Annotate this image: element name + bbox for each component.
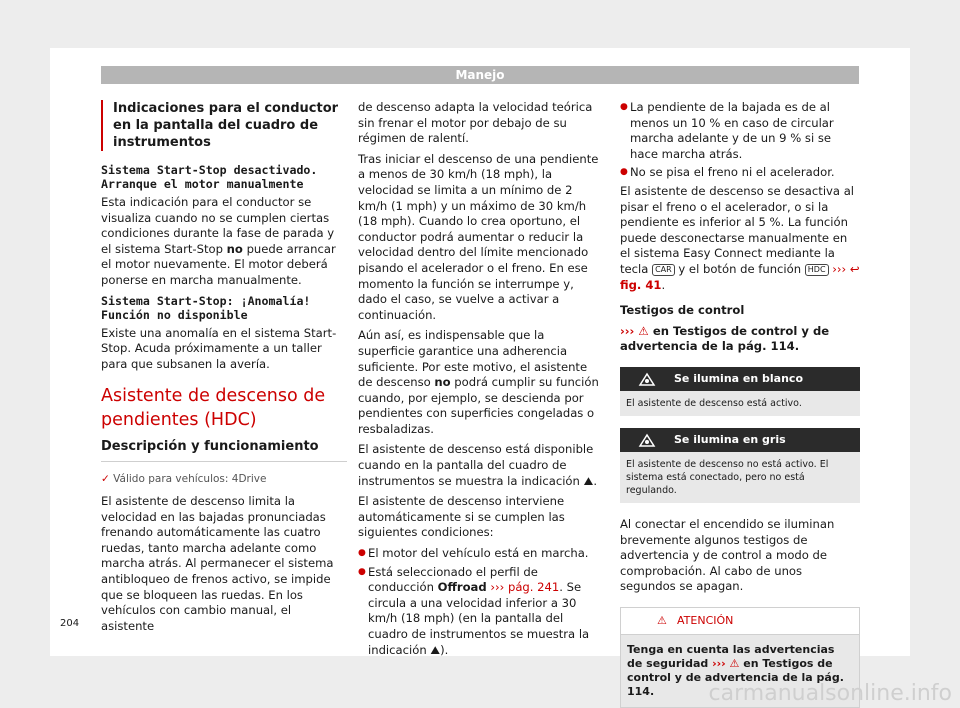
message-2-title: Sistema Start-Stop: ¡Anomalía! Función no disponible	[101, 293, 311, 322]
figure-ref-link[interactable]: fig. 41	[620, 277, 662, 292]
column-3	[620, 100, 860, 708]
figure-ref-icon: ↩	[849, 261, 860, 276]
hdc-indicator-icon: ⛰	[430, 642, 441, 657]
hdc-indicator-icon: ⛰	[583, 473, 594, 488]
message-2-text: Existe una anomalía en el sistema Start-Stop. Acuda próximamente a un taller para que subsanen la avería.	[101, 325, 337, 371]
message-1-title: Sistema Start-Stop desactivado. Arranque el motor manualmente	[101, 163, 318, 191]
column-2	[358, 100, 601, 661]
paragraph: El asistente de descenso interviene automáticamente si se cumplen las siguientes condiciones:	[358, 494, 565, 540]
testigos-ref[interactable]: ››› ⚠ en Testigos de control y de advertencia de la pág. 114.	[620, 323, 830, 354]
list-item: ● La pendiente de la bajada es de al menos un 10 % en caso de circular marcha adelante y de un 9 % si se hace marcha atrás.	[620, 100, 860, 162]
check-icon: ✓	[101, 473, 110, 486]
paragraph: Tras iniciar el descenso de una pendiente a menos de 30 km/h (18 mph), la velocidad se limita a un mínimo de 2 km/h (1 mph) y un máximo de 30 km/h (18 mph). Cuando lo crea oportuno, el conductor podrá aumentar o reducir la velocidad dentro del límite mencionado pisando el acelerador o el freno. En ese momento la función se interrumpe y, dado el caso, se vuelve a activar a continuación.	[358, 151, 599, 322]
lamp-white-text: El asistente de descenso está activo.	[620, 391, 860, 416]
subheading: Descripción y funcionamiento	[101, 438, 347, 462]
lamp-grey-text: El asistente de descenso no está activo. El sistema está conectado, pero no está regulando.	[620, 452, 860, 503]
intro-text: El asistente de descenso limita la velocidad en las bajadas pronunciadas frenando automáticamente las cuatro ruedas, tanto marcha adelante como marcha atrás. Al permanecer el sistema antibloqueo de frenos activo, se impide que se bloqueen las ruedas. En los vehículos con cambio manual, el asistente	[101, 493, 334, 633]
warning-icon: ⚠	[729, 656, 740, 670]
paragraph: El asistente de descenso está disponible cuando en la pantalla del cuadro de instrumentos se muestra la indicación ⛰.	[358, 442, 597, 488]
warning-icon: ⚠	[638, 323, 649, 338]
lamp-grey-header: Se ilumina en gris	[620, 428, 860, 452]
section-title: Indicaciones para el conductor en la pantalla del cuadro de instrumentos	[101, 100, 347, 151]
list-item: ● El motor del vehículo está en marcha.	[358, 546, 601, 562]
paragraph: Al conectar el encendido se iluminan brevemente algunos testigos de advertencia y de control a modo de comprobación. Al cabo de unos segundos se apagan.	[620, 516, 835, 594]
chapter-header: Manejo	[101, 66, 859, 84]
testigos-title: Testigos de control	[620, 303, 745, 318]
validity-note: ✓ Válido para vehículos: 4Drive	[101, 473, 267, 486]
message-1-text: Esta indicación para el conductor se visualiza cuando no se cumplen ciertas condiciones durante la fase de parada y el sistema Start-Stop no puede arrancar el motor nuevamente. El motor deberá ponerse en marcha manualmente.	[101, 195, 336, 287]
car-key-icon: CAR	[652, 264, 675, 276]
column-1	[101, 100, 347, 639]
page-ref-link[interactable]: ››› pág. 241	[490, 580, 560, 595]
watermark: carmanualsonline.info	[708, 681, 952, 706]
warning-header: ⚠ ATENCIÓN	[621, 608, 859, 635]
list-item: ● No se pisa el freno ni el acelerador.	[620, 165, 860, 181]
warning-text: Tenga en cuenta las advertencias de seguridad ››› ⚠ en Testigos de control y de advertencia de la pág. 114.	[621, 635, 859, 707]
hdc-title: Asistente de descenso de pendientes (HDC)	[101, 386, 326, 431]
hdc-lamp-icon	[638, 432, 656, 448]
paragraph: de descenso adapta la velocidad teórica sin frenar el motor por debajo de su régimen de ralentí.	[358, 100, 593, 146]
lamp-white-header: Se ilumina en blanco	[620, 367, 860, 391]
paragraph: El asistente de descenso se desactiva al pisar el freno o el acelerador, o si la pendiente es inferior al 5 %. La función puede desconectarse manualmente en el sistema Easy Connect mediante la tecla CAR y el botón de función HDC ››› ↩ fig. 41.	[620, 183, 860, 292]
page-number: 204	[60, 618, 80, 629]
warning-icon: ⚠	[657, 613, 667, 627]
paragraph: Aún así, es indispensable que la superficie garantice una adherencia suficiente. Por este motivo, el asistente de descenso no podrá cumplir su función cuando, por ejemplo, se descienda por pendientes con superficies congeladas o resbaladizas.	[358, 328, 599, 436]
list-item: ● Está seleccionado el perfil de conducción Offroad ››› pág. 241. Se circula a una velocidad inferior a 30 km/h (18 mph) (en la pantalla del cuadro de instrumentos se muestra la indicación ⛰).	[358, 565, 601, 659]
hdc-key-icon: HDC	[805, 264, 829, 276]
hdc-lamp-icon	[638, 371, 656, 387]
